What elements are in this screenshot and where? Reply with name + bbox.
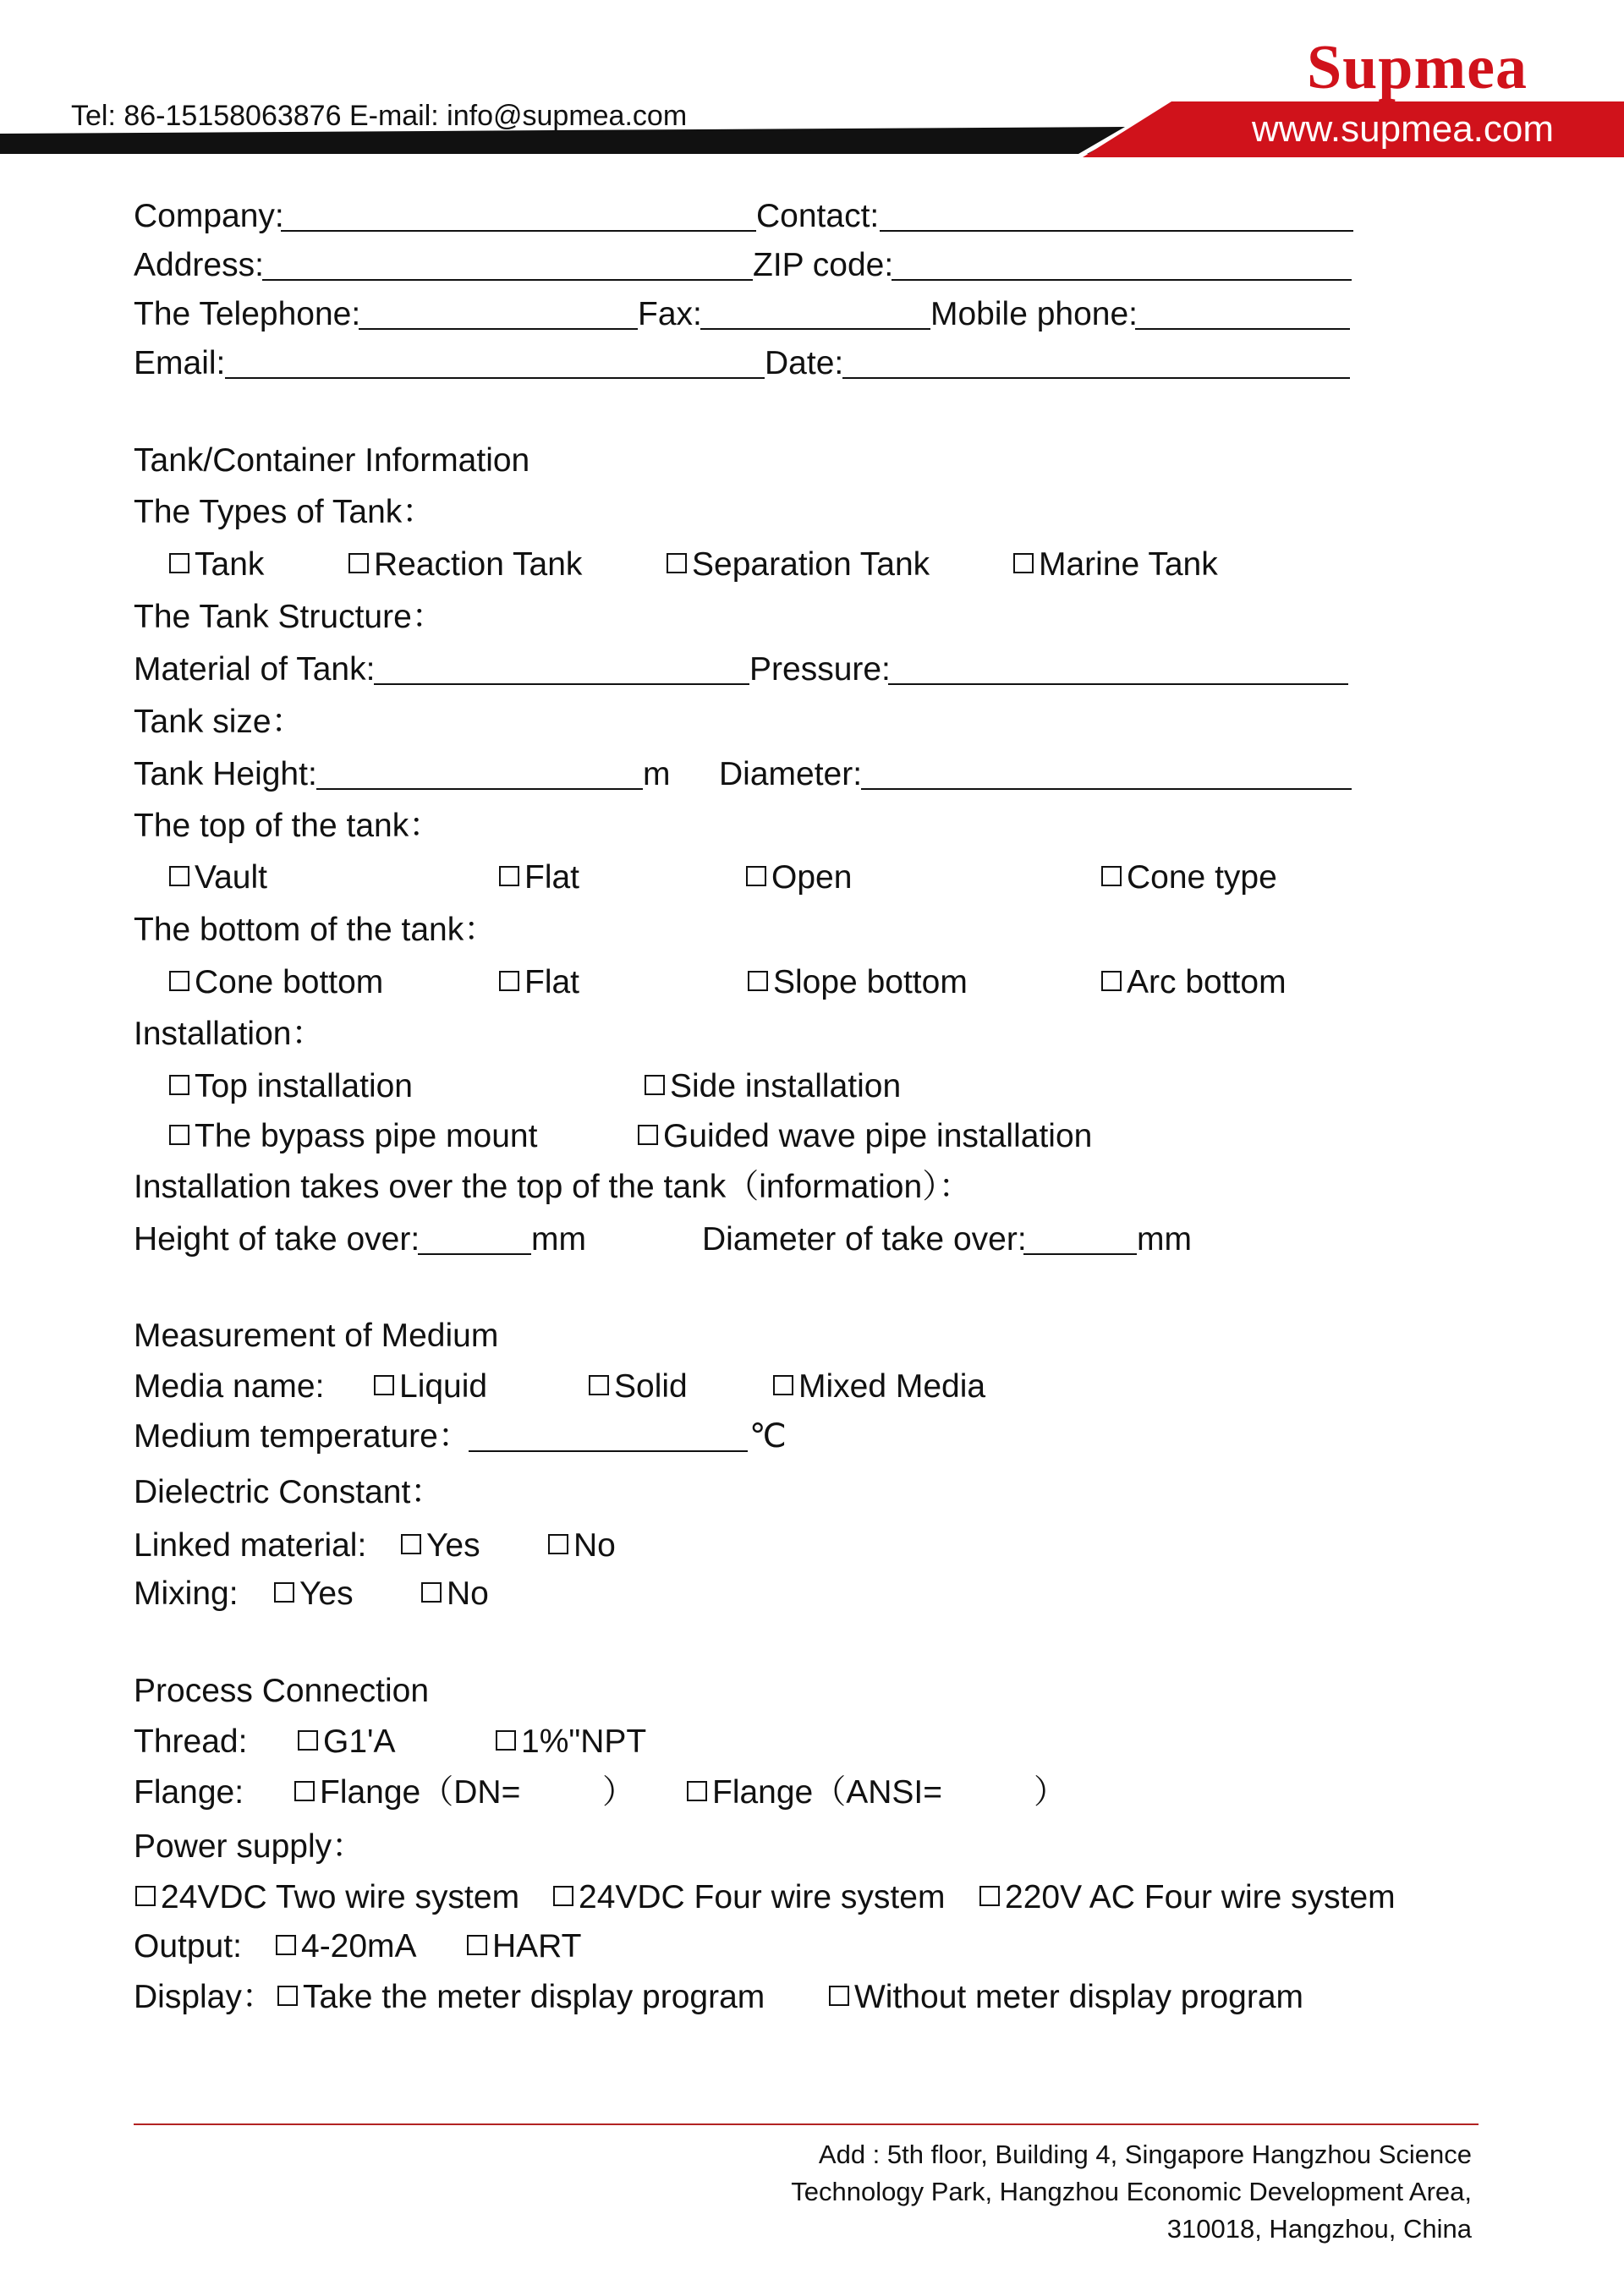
power-ac-label: 220V AC Four wire system	[1005, 1879, 1396, 1915]
output-hart-label: HART	[492, 1928, 582, 1964]
top-flat-checkbox[interactable]	[499, 866, 519, 886]
material-field[interactable]	[374, 683, 749, 685]
side-installation-checkbox[interactable]	[645, 1075, 665, 1095]
bottom-arc-checkbox[interactable]	[1101, 971, 1122, 991]
process-section-title: Process Connection	[134, 1673, 430, 1709]
power-ac-checkbox[interactable]	[979, 1886, 1000, 1906]
linked-yes-label: Yes	[426, 1527, 480, 1564]
mixed-media-checkbox[interactable]	[773, 1375, 793, 1395]
flange-dn-checkbox[interactable]	[294, 1781, 315, 1801]
guided-wave-checkbox[interactable]	[638, 1125, 658, 1145]
header-website[interactable]: www.supmea.com	[1252, 108, 1555, 150]
display-label: Display：	[134, 1979, 275, 2015]
bottom-arc-label: Arc bottom	[1127, 964, 1287, 1000]
reaction-tank-label: Reaction Tank	[374, 546, 583, 583]
top-flat-label: Flat	[524, 859, 580, 896]
dielectric-label: Dielectric Constant：	[134, 1474, 444, 1510]
top-installation-label: Top installation	[195, 1068, 413, 1104]
tank-section-title: Tank/Container Information	[134, 442, 530, 479]
pressure-label: Pressure:	[749, 651, 891, 688]
top-open-label: Open	[771, 859, 853, 896]
tank-bottom-label: The bottom of the tank：	[134, 912, 497, 948]
address-label: Address:	[134, 247, 264, 283]
power-supply-label: Power supply：	[134, 1828, 365, 1865]
takeover-height-label: Height of take over:	[134, 1221, 420, 1258]
bottom-cone-checkbox[interactable]	[169, 971, 189, 991]
power-two-wire-checkbox[interactable]	[135, 1886, 156, 1906]
power-four-wire-label: 24VDC Four wire system	[579, 1879, 946, 1915]
thread-npt-checkbox[interactable]	[496, 1730, 516, 1751]
mixing-no-label: No	[447, 1575, 489, 1612]
mixing-label: Mixing:	[134, 1575, 239, 1612]
top-vault-label: Vault	[195, 859, 267, 896]
installation-label: Installation：	[134, 1016, 325, 1052]
company-label: Company:	[134, 198, 284, 234]
takeover-height-unit: mm	[531, 1221, 586, 1258]
header-contact: Tel: 86-15158063876 E-mail: info@supmea.com	[71, 100, 688, 132]
footer-address-line1: Add : 5th floor, Building 4, Singapore Hangzhou Science	[818, 2140, 1472, 2169]
mobile-label: Mobile phone:	[930, 296, 1138, 332]
display-no-meter-label: Without meter display program	[854, 1979, 1304, 2015]
tank-top-label: The top of the tank：	[134, 808, 442, 844]
separation-tank-checkbox[interactable]	[667, 553, 687, 573]
contact-label: Contact:	[756, 198, 880, 234]
mobile-field[interactable]	[1135, 328, 1350, 330]
footer-divider	[134, 2123, 1479, 2125]
bottom-cone-label: Cone bottom	[195, 964, 384, 1000]
output-4-20ma-label: 4-20mA	[301, 1928, 417, 1964]
separation-tank-label: Separation Tank	[692, 546, 930, 583]
output-4-20ma-checkbox[interactable]	[276, 1935, 296, 1955]
takeover-label: Installation takes over the top of the tank（information）：	[134, 1169, 972, 1205]
mixed-media-label: Mixed Media	[798, 1368, 986, 1405]
fax-field[interactable]	[700, 328, 930, 330]
media-name-label: Media name:	[134, 1368, 325, 1405]
flange-ansi-checkbox[interactable]	[687, 1781, 707, 1801]
linked-material-label: Linked material:	[134, 1527, 367, 1564]
linked-no-label: No	[573, 1527, 616, 1564]
telephone-label: The Telephone:	[134, 296, 361, 332]
thread-g1a-label: G1'A	[323, 1723, 396, 1760]
thread-g1a-checkbox[interactable]	[298, 1730, 318, 1751]
flange-ansi-close: ）	[1034, 1774, 1067, 1811]
flange-dn-close: ）	[602, 1774, 636, 1811]
liquid-checkbox[interactable]	[374, 1375, 394, 1395]
marine-tank-label: Marine Tank	[1039, 546, 1218, 583]
fax-label: Fax:	[638, 296, 702, 332]
company-field[interactable]	[281, 230, 756, 232]
bottom-slope-checkbox[interactable]	[748, 971, 768, 991]
flange-label: Flange:	[134, 1774, 244, 1811]
thread-npt-label: 1%"NPT	[521, 1723, 647, 1760]
bottom-flat-label: Flat	[524, 964, 580, 1000]
display-meter-label: Take the meter display program	[303, 1979, 765, 2015]
tank-size-label: Tank size：	[134, 704, 304, 740]
medium-temperature-field[interactable]	[469, 1450, 748, 1452]
display-no-meter-checkbox[interactable]	[829, 1986, 849, 2006]
marine-tank-checkbox[interactable]	[1013, 553, 1034, 573]
top-open-checkbox[interactable]	[746, 866, 766, 886]
thread-label: Thread:	[134, 1723, 248, 1760]
telephone-field[interactable]	[359, 328, 638, 330]
zip-label: ZIP code:	[753, 247, 894, 283]
bottom-slope-label: Slope bottom	[773, 964, 968, 1000]
address-field[interactable]	[262, 279, 753, 281]
email-label: Email:	[134, 345, 226, 381]
liquid-label: Liquid	[399, 1368, 488, 1405]
tank-types-label: The Types of Tank：	[134, 494, 436, 530]
medium-section-title: Measurement of Medium	[134, 1318, 499, 1354]
top-installation-checkbox[interactable]	[169, 1075, 189, 1095]
power-four-wire-checkbox[interactable]	[553, 1886, 573, 1906]
email-field[interactable]	[225, 377, 765, 379]
top-vault-checkbox[interactable]	[169, 866, 189, 886]
bypass-pipe-checkbox[interactable]	[169, 1125, 189, 1145]
takeover-diameter-field[interactable]	[1023, 1253, 1137, 1255]
diameter-field[interactable]	[861, 788, 1352, 790]
diameter-label: Diameter:	[719, 756, 863, 792]
tank-height-label: Tank Height:	[134, 756, 317, 792]
takeover-height-field[interactable]	[418, 1253, 531, 1255]
pressure-field[interactable]	[888, 683, 1348, 685]
power-two-wire-label: 24VDC Two wire system	[161, 1879, 520, 1915]
mixing-yes-checkbox[interactable]	[274, 1582, 294, 1603]
guided-wave-label: Guided wave pipe installation	[663, 1118, 1093, 1154]
tank-type-checkbox[interactable]	[169, 553, 189, 573]
solid-checkbox[interactable]	[589, 1375, 609, 1395]
display-meter-checkbox[interactable]	[277, 1986, 298, 2006]
output-label: Output:	[134, 1928, 242, 1964]
side-installation-label: Side installation	[670, 1068, 902, 1104]
tank-type-label: Tank	[195, 546, 265, 583]
tank-height-field[interactable]	[316, 788, 643, 790]
date-label: Date:	[765, 345, 844, 381]
date-field[interactable]	[842, 377, 1350, 379]
material-label: Material of Tank:	[134, 651, 376, 688]
takeover-diameter-unit: mm	[1137, 1221, 1192, 1258]
medium-temperature-label: Medium temperature：	[134, 1418, 471, 1455]
top-cone-checkbox[interactable]	[1101, 866, 1122, 886]
tank-structure-label: The Tank Structure：	[134, 599, 445, 635]
tank-height-unit: m	[643, 756, 671, 792]
mixing-no-checkbox[interactable]	[421, 1582, 442, 1603]
top-cone-label: Cone type	[1127, 859, 1277, 896]
brand-logo: Supmea	[1307, 33, 1528, 102]
mixing-yes-label: Yes	[299, 1575, 354, 1612]
contact-field[interactable]	[880, 230, 1353, 232]
bottom-flat-checkbox[interactable]	[499, 971, 519, 991]
output-hart-checkbox[interactable]	[467, 1935, 487, 1955]
temperature-unit: ℃	[749, 1418, 787, 1455]
bypass-pipe-label: The bypass pipe mount	[195, 1118, 538, 1154]
linked-no-checkbox[interactable]	[548, 1534, 568, 1554]
footer-address-line2: Technology Park, Hangzhou Economic Development Area,	[791, 2177, 1472, 2206]
solid-label: Solid	[614, 1368, 688, 1405]
flange-dn-label: Flange（DN=	[320, 1774, 521, 1811]
footer-address-line3: 310018, Hangzhou, China	[1166, 2214, 1472, 2244]
flange-ansi-label: Flange（ANSI=	[712, 1774, 943, 1811]
zip-field[interactable]	[892, 279, 1352, 281]
takeover-diameter-label: Diameter of take over:	[702, 1221, 1027, 1258]
linked-yes-checkbox[interactable]	[401, 1534, 421, 1554]
reaction-tank-checkbox[interactable]	[348, 553, 369, 573]
